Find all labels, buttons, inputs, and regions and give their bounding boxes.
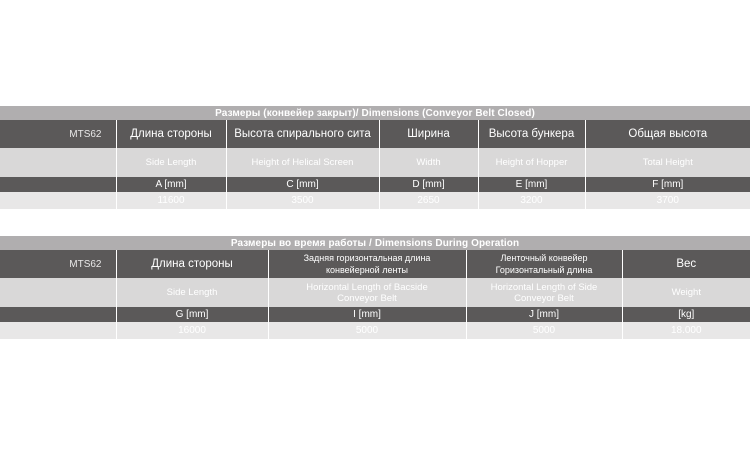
column-header-en: Side Length (116, 278, 268, 307)
table-title-row (0, 236, 750, 250)
header-row-en (0, 278, 750, 307)
header-row-en (0, 148, 750, 177)
column-header-en: Height of Hopper (478, 148, 585, 177)
column-header-en: Width (379, 148, 478, 177)
unit-row (0, 307, 750, 322)
unit-row (0, 177, 750, 192)
column-header-ru: Общая высота (585, 120, 750, 148)
table-title-row (0, 106, 750, 120)
empty-cell (0, 278, 116, 307)
unit-cell: E [mm] (478, 177, 585, 192)
value-cell: 3700 (585, 192, 750, 209)
unit-cell: G [mm] (116, 307, 268, 322)
table-title: Размеры (конвейер закрыт)/ Dimensions (Conveyor Belt Closed) (0, 106, 750, 120)
column-header-ru: Длина стороны (116, 120, 226, 148)
value-row (0, 322, 750, 339)
dimensions-operation-table (0, 236, 750, 339)
unit-cell: J [mm] (466, 307, 622, 322)
column-header-en: Total Height (585, 148, 750, 177)
column-header-en: Horizontal Length of Side Conveyor Belt (466, 278, 622, 307)
unit-cell: A [mm] (116, 177, 226, 192)
unit-cell: I [mm] (268, 307, 466, 322)
column-header-ru: Высота спирального сита (226, 120, 379, 148)
header-row-ru (0, 250, 750, 278)
empty-cell (0, 177, 116, 192)
value-row (0, 192, 750, 209)
value-cell: 5000 (268, 322, 466, 339)
column-header-en: Horizontal Length of Bacside Conveyor Belt (268, 278, 466, 307)
column-header-en: Weight (622, 278, 750, 307)
model-label: MTS62 (0, 250, 116, 278)
value-cell: 2650 (379, 192, 478, 209)
unit-cell: C [mm] (226, 177, 379, 192)
column-header-ru: Высота бункера (478, 120, 585, 148)
empty-cell (0, 148, 116, 177)
model-label: MTS62 (0, 120, 116, 148)
unit-cell: [kg] (622, 307, 750, 322)
column-header-ru: Длина стороны (116, 250, 268, 278)
value-cell: 3200 (478, 192, 585, 209)
unit-cell: F [mm] (585, 177, 750, 192)
value-cell: 11600 (116, 192, 226, 209)
empty-cell (0, 322, 116, 339)
column-header-ru: Ширина (379, 120, 478, 148)
empty-cell (0, 192, 116, 209)
value-cell: 18.000 (622, 322, 750, 339)
dimensions-closed-table (0, 106, 750, 209)
empty-cell (0, 307, 116, 322)
value-cell: 5000 (466, 322, 622, 339)
column-header-ru: Задняя горизонтальная длина конвейерной ленты (268, 250, 466, 278)
value-cell: 16000 (116, 322, 268, 339)
column-header-en: Side Length (116, 148, 226, 177)
unit-cell: D [mm] (379, 177, 478, 192)
column-header-ru: Вес (622, 250, 750, 278)
header-row-ru (0, 120, 750, 148)
table-title: Размеры во время работы / Dimensions During Operation (0, 236, 750, 250)
value-cell: 3500 (226, 192, 379, 209)
column-header-en: Height of Helical Screen (226, 148, 379, 177)
column-header-ru: Ленточный конвейер Горизонтальный длина (466, 250, 622, 278)
